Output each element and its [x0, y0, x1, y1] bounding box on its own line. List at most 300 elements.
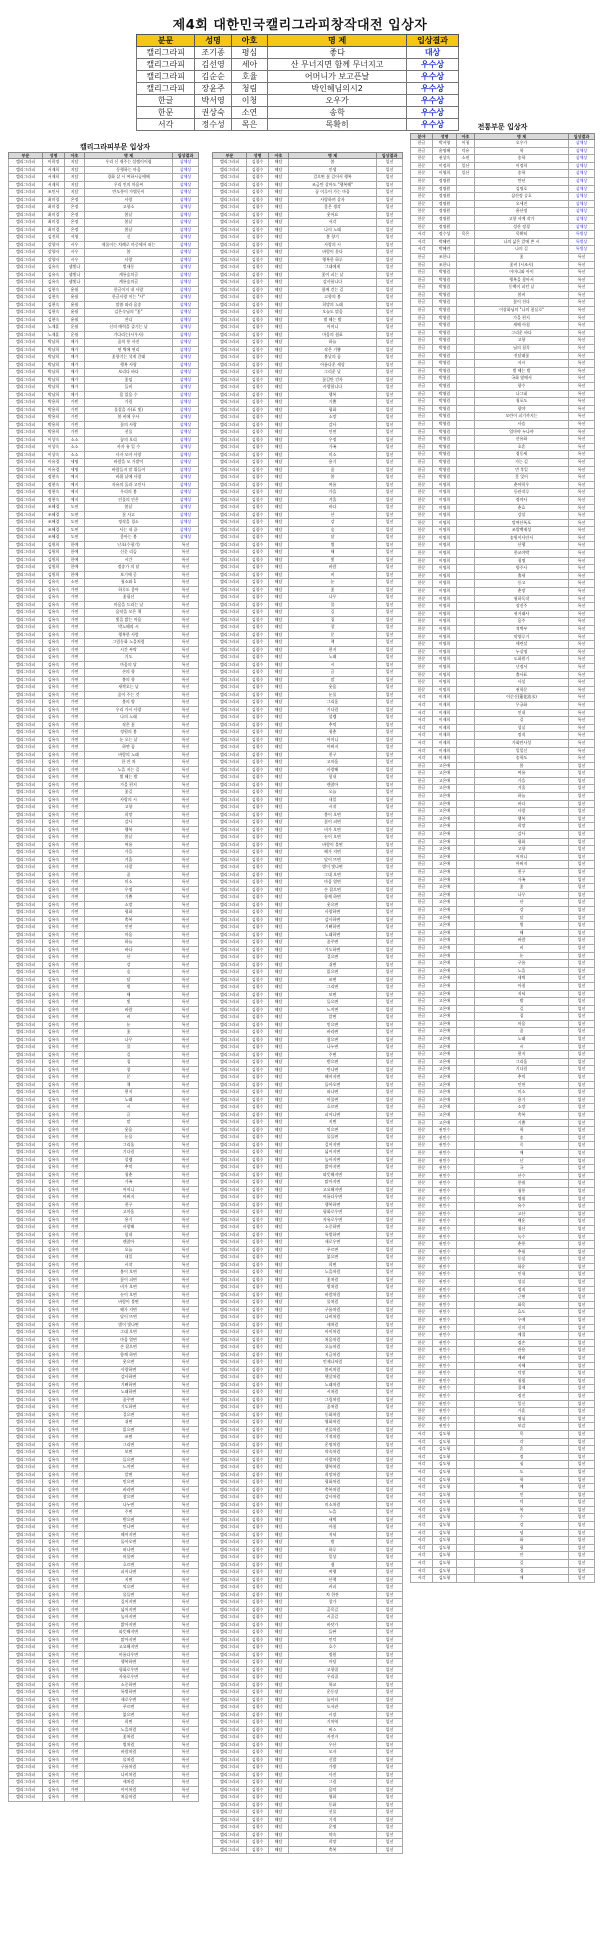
name-cell: 김유숙 [43, 1629, 65, 1637]
title-cell: 별 헤는 밤 [289, 316, 377, 324]
category-cell: 캘리그라피 [9, 301, 43, 309]
name-cell: 권민수 [433, 1392, 457, 1400]
pen-name-cell: 가연 [65, 1021, 85, 1029]
title-cell: 가을 [475, 777, 569, 785]
table-row [411, 413, 595, 421]
category-cell: 캘리그라피 [213, 549, 247, 557]
name-cell: 권민수 [433, 1400, 457, 1408]
result-cell: 특선 [569, 633, 595, 641]
category-cell: 서각 [411, 1461, 433, 1469]
result-cell: 특선 [569, 686, 595, 694]
result-cell: 특선 [569, 269, 595, 277]
pen-name-cell: 해담 [269, 294, 289, 302]
pen-name-cell: 세명 [65, 459, 85, 467]
table-row [213, 1479, 403, 1487]
result-cell: 입선 [377, 594, 403, 602]
title-cell: 선물처럼 [289, 1426, 377, 1434]
name-cell: 김유숙 [43, 736, 65, 744]
title-cell: 호수 [289, 1644, 377, 1652]
name-cell: 박남희 [43, 384, 65, 392]
title-cell: 달 [475, 914, 569, 922]
table-row [411, 869, 595, 877]
pen-name-cell: 가연 [65, 706, 85, 714]
title-cell: 구름 [475, 960, 569, 968]
category-cell: 캘리그라피 [213, 444, 247, 452]
pen-name-cell: 해담 [269, 639, 289, 647]
result-cell: 특선 [173, 1696, 199, 1704]
table-row [9, 894, 199, 902]
pen-name-cell: 해담 [269, 909, 289, 917]
pen-name-cell: 가연 [65, 1711, 85, 1719]
result-cell: 입선 [377, 1254, 403, 1262]
result-cell: 특선 [173, 1426, 199, 1434]
table-row [213, 1554, 403, 1562]
table-row [213, 1314, 403, 1322]
pen-name-cell: 매가 [65, 339, 85, 347]
pen-name-cell: 가연 [65, 729, 85, 737]
result-cell: 입선 [377, 1434, 403, 1442]
table-row [411, 557, 595, 565]
pen-name-cell: 가연 [65, 856, 85, 864]
name-cell: 김유숙 [43, 624, 65, 632]
table-row [411, 1203, 595, 1211]
result-cell: 입선 [377, 376, 403, 384]
category-cell: 캘리그라피 [9, 526, 43, 534]
category-cell: 캘리그라피 [213, 1066, 247, 1074]
summary-cell: 장윤주 [195, 83, 232, 95]
result-cell: 특선 [173, 1164, 199, 1172]
table-row [411, 717, 595, 725]
category-cell: 한글 [411, 1036, 433, 1044]
result-cell: 입선 [377, 729, 403, 737]
category-cell: 캘리그라피 [9, 1509, 43, 1517]
title-cell: 봄 [85, 249, 173, 257]
category-cell: 캘리그라피 [9, 1434, 43, 1442]
pen-name-cell [457, 527, 475, 535]
name-cell: 권민수 [433, 1377, 457, 1385]
table-row [411, 177, 595, 185]
name-cell: 김철수 [247, 571, 269, 579]
table-row [213, 466, 403, 474]
category-cell: 캘리그라피 [9, 1254, 43, 1262]
title-cell: 이상화님의 "나의 침실로" [475, 307, 569, 315]
name-cell: 고은애 [433, 1089, 457, 1097]
title-cell: 동화 [289, 1801, 377, 1809]
category-cell: 캘리그라피 [9, 1404, 43, 1412]
title-cell: 새처럼 [85, 1779, 173, 1787]
category-cell: 캘리그라피 [9, 1224, 43, 1232]
title-cell: 미소 [475, 1089, 569, 1097]
table-row [411, 299, 595, 307]
category-cell: 캘리그라피 [213, 1119, 247, 1127]
name-cell: 김유숙 [43, 1516, 65, 1524]
name-cell: 김유숙 [43, 1171, 65, 1179]
name-cell: 김유숙 [43, 639, 65, 647]
category-cell: 캘리그라피 [9, 286, 43, 294]
title-cell: 사랑의 시 [85, 796, 173, 804]
category-cell: 한문 [411, 534, 433, 542]
category-cell: 한문 [411, 679, 433, 687]
category-cell: 캘리그라피 [9, 1036, 43, 1044]
pen-name-cell: 해담 [269, 571, 289, 579]
pen-name-cell: 해담 [269, 826, 289, 834]
category-cell: 한글 [411, 1104, 433, 1112]
table-row [9, 1636, 199, 1644]
pen-name-cell: 가연 [65, 1719, 85, 1727]
name-cell: 김철수 [247, 376, 269, 384]
title-cell: 출사표 [475, 671, 569, 679]
name-cell: 김철수 [247, 1149, 269, 1157]
result-cell: 입선 [569, 1233, 595, 1241]
table-row [411, 1377, 595, 1385]
title-cell: 나그네 [475, 390, 569, 398]
title-cell: 보리다 바다 [85, 369, 173, 377]
table-row [9, 511, 199, 519]
table-row [9, 436, 199, 444]
pen-name-cell [457, 603, 475, 611]
table-row [411, 1165, 595, 1173]
category-cell: 캘리그라피 [213, 639, 247, 647]
result-cell: 입선 [377, 1606, 403, 1614]
name-cell: 김유숙 [43, 789, 65, 797]
table-row [411, 314, 595, 322]
name-cell: 조혜경 [43, 504, 65, 512]
result-cell: 특선 [173, 1471, 199, 1479]
pen-name-cell: 가연 [65, 1186, 85, 1194]
title-cell: 지면 [85, 1576, 173, 1584]
result-cell: 입선 [377, 1636, 403, 1644]
title-cell: 영화 [289, 1794, 377, 1802]
result-cell: 특선 [173, 1119, 199, 1127]
result-cell: 입선 [377, 654, 403, 662]
title-cell: 기도하면 [289, 946, 377, 954]
pen-name-cell: 가연 [65, 1396, 85, 1404]
result-cell: 특선 [173, 1321, 199, 1329]
result-cell: 입선 [569, 1317, 595, 1325]
table-row [213, 1426, 403, 1434]
name-cell: 고은애 [433, 770, 457, 778]
title-cell: 힘내 [289, 774, 377, 782]
result-cell: 특선 [569, 504, 595, 512]
pen-name-cell: 해담 [269, 1374, 289, 1382]
name-cell: 고은애 [433, 914, 457, 922]
name-cell: 김철수 [247, 556, 269, 564]
title-cell: 우리 인의 마음씨 [85, 181, 173, 189]
result-cell: 특선 [173, 1509, 199, 1517]
pen-name-cell: 가연 [65, 759, 85, 767]
title-cell: 이정희 [475, 162, 569, 170]
result-cell: 특선 [173, 729, 199, 737]
pen-name-cell: 해담 [269, 1636, 289, 1644]
table-row [9, 1051, 199, 1059]
title-cell: 우애 [475, 1317, 569, 1325]
pen-name-cell [457, 1263, 475, 1271]
category-cell: 한글 [411, 458, 433, 466]
result-cell: 입선 [377, 616, 403, 624]
title-cell: 눈물 [289, 691, 377, 699]
category-cell: 한글 [411, 975, 433, 983]
name-cell: 김철수 [247, 1194, 269, 1202]
category-cell: 한글 [411, 1119, 433, 1127]
pen-name-cell: 해담 [269, 669, 289, 677]
title-cell: 쉬면 [289, 961, 377, 969]
name-cell: 이명희 [433, 588, 457, 596]
title-cell: 참으면 [289, 1036, 377, 1044]
name-cell: 고은애 [433, 899, 457, 907]
result-cell: 입선 [377, 1486, 403, 1494]
table-row [9, 1359, 199, 1367]
title-cell: 백운 [475, 1218, 569, 1226]
title-cell: 음주 [475, 618, 569, 626]
result-cell: 특선 [173, 1081, 199, 1089]
pen-name-cell: 해담 [269, 331, 289, 339]
pen-name-cell [457, 208, 475, 216]
title-cell: 손의 향 [85, 669, 173, 677]
category-cell: 캘리그라피 [213, 901, 247, 909]
category-cell: 캘리그라피 [213, 1224, 247, 1232]
name-cell: 김철수 [247, 1306, 269, 1314]
title-cell: 정직 [475, 732, 569, 740]
category-cell: 한글 [411, 831, 433, 839]
category-cell: 한문 [411, 200, 433, 208]
table-row [213, 181, 403, 189]
pen-name-cell: 도연 [65, 511, 85, 519]
title-cell: 노래 [85, 1096, 173, 1104]
pen-name-cell [457, 1355, 475, 1363]
category-cell: 한문 [411, 481, 433, 489]
pen-name-cell: 해담 [269, 376, 289, 384]
category-cell: 캘리그라피 [9, 1156, 43, 1164]
category-cell: 한문 [411, 1157, 433, 1165]
title-cell: 보기에 곧 [85, 571, 173, 579]
category-cell: 한글 [411, 1081, 433, 1089]
title-cell: 녹수 [475, 1233, 569, 1241]
pen-name-cell: 가연 [65, 1104, 85, 1112]
title-cell: 눈 [475, 952, 569, 960]
category-cell: 캘리그라피 [213, 466, 247, 474]
pen-name-cell: 해담 [269, 871, 289, 879]
table-row [411, 823, 595, 831]
name-cell: 김철수 [247, 1381, 269, 1389]
table-row [213, 324, 403, 332]
title-cell: 커피 [289, 1584, 377, 1592]
name-cell: 김유숙 [43, 714, 65, 722]
result-cell: 특별상 [569, 238, 595, 246]
pen-name-cell [457, 1089, 475, 1097]
title-cell: 윤산정 [475, 208, 569, 216]
name-cell: 박남희 [43, 354, 65, 362]
category-cell: 캘리그라피 [213, 249, 247, 257]
category-cell: 캘리그라피 [213, 436, 247, 444]
name-cell: 이상숙 [43, 451, 65, 459]
table-row [411, 671, 595, 679]
pen-name-cell: 해담 [269, 1771, 289, 1779]
pen-name-cell: 해담 [269, 564, 289, 572]
category-cell: 캘리그라피 [9, 976, 43, 984]
table-row [411, 1446, 595, 1454]
pen-name-cell: 해담 [269, 1471, 289, 1479]
name-cell: 정현숙 [43, 496, 65, 504]
title-cell: 물처럼 [85, 1756, 173, 1764]
result-cell: 입선 [377, 1111, 403, 1119]
pen-name-cell: 가연 [65, 1134, 85, 1142]
name-cell: 김현숙 [43, 301, 65, 309]
title-cell: 춘망 [475, 588, 569, 596]
name-cell: 권민수 [433, 1279, 457, 1287]
result-cell: 특선 [569, 747, 595, 755]
category-cell: 캘리그라피 [9, 1089, 43, 1097]
table-row [9, 1036, 199, 1044]
table-row [411, 1013, 595, 1021]
result-cell: 입선 [377, 1614, 403, 1622]
name-cell: 김철수 [247, 1111, 269, 1119]
pen-name-cell: 한예 [65, 571, 85, 579]
name-cell: 정명원 [433, 208, 457, 216]
name-cell: 김철수 [247, 1434, 269, 1442]
category-cell: 캘리그라피 [213, 376, 247, 384]
title-cell: 바위 날에 사랑 [85, 474, 173, 482]
name-cell: 김유숙 [43, 1584, 65, 1592]
category-cell: 한문 [411, 618, 433, 626]
name-cell: 박영림 [433, 352, 457, 360]
title-cell: 나의 노래 [85, 714, 173, 722]
title-cell: 시 [475, 1043, 569, 1051]
pen-name-cell: 해담 [269, 1149, 289, 1157]
category-cell: 캘리그라피 [9, 1329, 43, 1337]
result-cell: 입선 [377, 1051, 403, 1059]
result-cell: 입선 [377, 1696, 403, 1704]
result-cell: 특선 [173, 1569, 199, 1577]
name-cell: 정명원 [433, 223, 457, 231]
title-cell: 각 [475, 1438, 569, 1446]
pen-name-cell: 해담 [269, 1096, 289, 1104]
result-cell: 입선 [569, 1560, 595, 1568]
table-row [9, 1351, 199, 1359]
title-cell: 바다 [85, 946, 173, 954]
category-cell: 캘리그라피 [213, 369, 247, 377]
category-cell: 캘리그라피 [213, 1711, 247, 1719]
category-cell: 캘리그라피 [9, 729, 43, 737]
table-row [213, 639, 403, 647]
pen-name-cell [457, 534, 475, 542]
name-cell: 김도형 [433, 1537, 457, 1545]
result-cell: 특선 [173, 961, 199, 969]
pen-name-cell: 가연 [65, 774, 85, 782]
category-cell: 캘리그라피 [9, 1344, 43, 1352]
table-row [9, 541, 199, 549]
category-cell: 캘리그라피 [213, 511, 247, 519]
result-cell: 입선 [377, 241, 403, 249]
name-cell: 김유숙 [43, 1764, 65, 1772]
title-cell: 물처럼 [289, 1299, 377, 1307]
title-cell: 산수 [475, 1172, 569, 1180]
title-cell: 송 [475, 1134, 569, 1142]
result-cell: 특선 [569, 679, 595, 687]
pen-name-cell: 해담 [269, 166, 289, 174]
result-cell: 입선 [377, 1149, 403, 1157]
result-cell: 삼체상 [173, 279, 199, 287]
title-cell: 가는 길 [475, 458, 569, 466]
pen-name-cell [457, 679, 475, 687]
result-cell: 입선 [569, 1127, 595, 1135]
table-row [9, 939, 199, 947]
name-cell: 김철수 [247, 901, 269, 909]
category-cell: 서각 [411, 724, 433, 732]
category-cell: 캘리그라피 [9, 316, 43, 324]
category-cell: 캘리그라피 [9, 1666, 43, 1674]
category-cell: 캘리그라피 [213, 654, 247, 662]
table-row [9, 1726, 199, 1734]
result-cell: 특선 [569, 474, 595, 482]
pen-name-cell: 해담 [269, 1689, 289, 1697]
pen-name-cell [457, 1560, 475, 1568]
result-cell: 삼체상 [569, 170, 595, 178]
result-cell: 특선 [173, 1779, 199, 1787]
pen-name-cell: 매가 [65, 346, 85, 354]
table-row [411, 777, 595, 785]
result-cell: 특선 [173, 1576, 199, 1584]
title-cell: 누실명 [475, 648, 569, 656]
table-row [213, 219, 403, 227]
pen-name-cell: 해담 [269, 736, 289, 744]
name-cell: 권민수 [433, 1385, 457, 1393]
table-row [9, 579, 199, 587]
pen-name-cell: 가연 [65, 1674, 85, 1682]
category-cell: 한글 [411, 1066, 433, 1074]
title-cell: 나누면 [85, 1501, 173, 1509]
category-cell: 캘리그라피 [213, 564, 247, 572]
pen-name-cell: 해담 [269, 804, 289, 812]
pen-name-cell [457, 1301, 475, 1309]
pen-name-cell [457, 1157, 475, 1165]
result-cell: 입선 [569, 1043, 595, 1051]
name-cell: 김유숙 [43, 1351, 65, 1359]
name-cell: 강향자 [43, 241, 65, 249]
pen-name-cell: 가연 [65, 1441, 85, 1449]
table-row [9, 1666, 199, 1674]
pen-name-cell: 가연 [65, 1344, 85, 1352]
table-row [9, 316, 199, 324]
table-row [9, 1479, 199, 1487]
name-cell: 김철수 [247, 166, 269, 174]
category-cell: 캘리그라피 [9, 1261, 43, 1269]
pen-name-cell: 가연 [65, 639, 85, 647]
pen-name-cell: 해담 [269, 1696, 289, 1704]
pen-name-cell: 세명 [65, 466, 85, 474]
title-cell: 고향 [85, 804, 173, 812]
result-cell: 삼체상 [173, 316, 199, 324]
name-cell: 김철수 [247, 1741, 269, 1749]
result-cell: 입선 [377, 1689, 403, 1697]
table-row [9, 841, 199, 849]
table-row [411, 1476, 595, 1484]
name-cell: 고은애 [433, 861, 457, 869]
title-cell: 언제나처럼 [289, 1359, 377, 1367]
title-cell: 음악을 모은 책 [85, 609, 173, 617]
pen-name-cell: 가연 [65, 1561, 85, 1569]
result-cell: 입선 [377, 1389, 403, 1397]
title-cell: 비 [475, 944, 569, 952]
category-cell: 캘리그라피 [213, 849, 247, 857]
name-cell: 이재희 [433, 747, 457, 755]
name-cell: 박영림 [433, 458, 457, 466]
result-cell: 특선 [569, 527, 595, 535]
category-cell: 캘리그라피 [9, 309, 43, 317]
category-cell: 캘리그라피 [213, 1554, 247, 1562]
result-cell: 입선 [377, 954, 403, 962]
title-cell: 꿈의 풍 사진 [85, 339, 173, 347]
category-cell: 캘리그라피 [9, 1066, 43, 1074]
